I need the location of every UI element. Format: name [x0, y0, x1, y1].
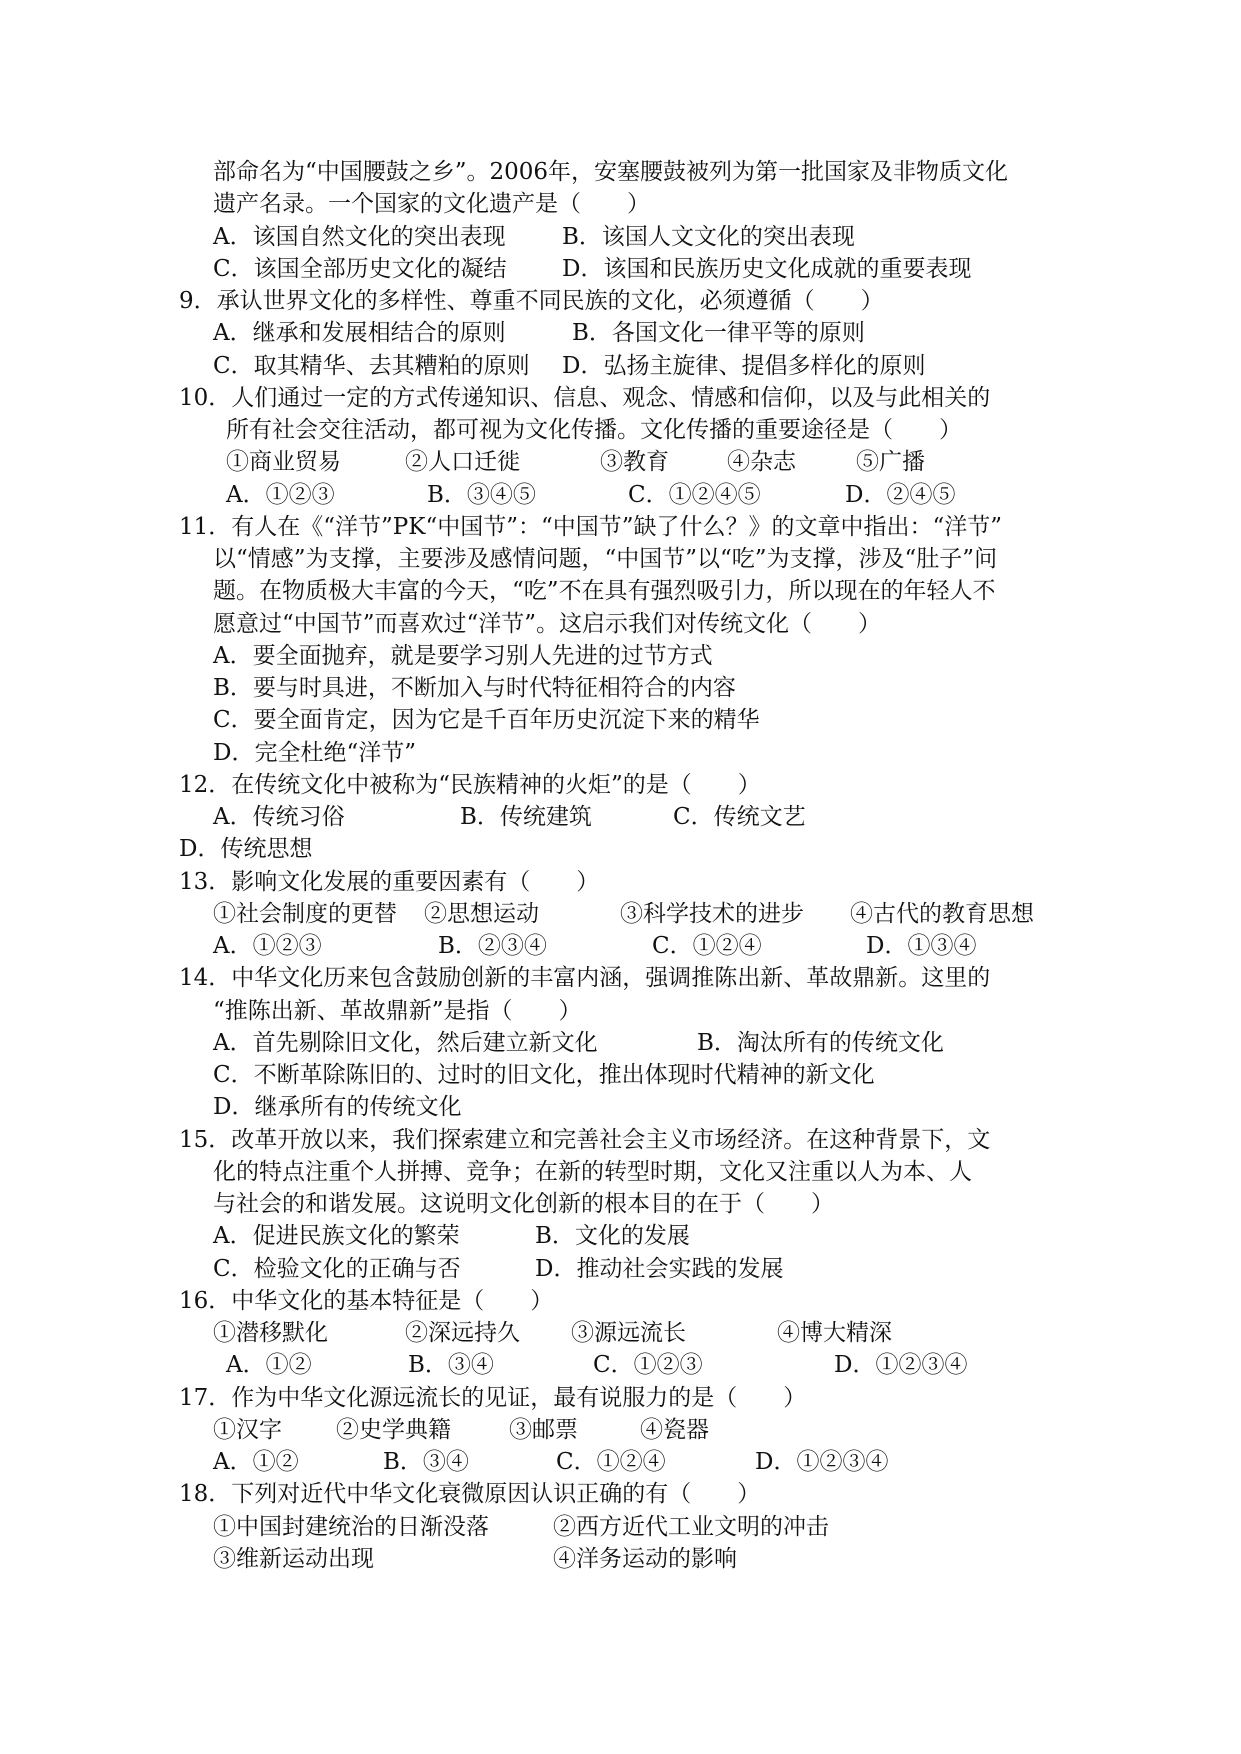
q16-option-d: D．①②③④ [834, 1352, 968, 1378]
q10-item-4: ④杂志 [727, 449, 796, 475]
q14-option-a: A．首先剔除旧文化，然后建立新文化 [213, 1030, 598, 1056]
q8-option-b: B．该国人文文化的突出表现 [562, 224, 855, 250]
q8-option-c: C．该国全部历史文化的凝结 [213, 256, 507, 282]
q10-option-d: D．②④⑤ [845, 482, 956, 508]
q12-stem: 12．在传统文化中被称为“民族精神的火炬”的是（ ） [179, 772, 761, 798]
q11-stem-line-4: 愿意过“中国节”而喜欢过“洋节”。这启示我们对传统文化（ ） [213, 611, 882, 637]
q14-stem-line-1: 14．中华文化历来包含鼓励创新的丰富内涵，强调推陈出新、革故鼎新。这里的 [179, 965, 991, 991]
q13-option-c: C．①②④ [652, 933, 762, 959]
q8-option-a: A．该国自然文化的突出表现 [213, 224, 506, 250]
q18-item-3: ③维新运动出现 [213, 1546, 374, 1572]
q10-option-c: C．①②④⑤ [628, 482, 761, 508]
q10-item-2: ②人口迁徙 [405, 449, 520, 475]
q12-option-d: D．传统思想 [179, 836, 313, 862]
q17-item-3: ③邮票 [509, 1417, 578, 1443]
q15-option-a: A．促进民族文化的繁荣 [213, 1223, 460, 1249]
q17-option-a: A．①② [213, 1449, 299, 1475]
q9-option-a: A．继承和发展相结合的原则 [213, 320, 506, 346]
q16-stem: 16．中华文化的基本特征是（ ） [179, 1288, 554, 1314]
q8-option-d: D．该国和民族历史文化成就的重要表现 [562, 256, 972, 282]
q10-stem-line-1: 10．人们通过一定的方式传递知识、信息、观念、情感和信仰，以及与此相关的 [179, 385, 991, 411]
q9-option-c: C．取其精华、去其糟粕的原则 [213, 353, 530, 379]
q15-option-c: C．检验文化的正确与否 [213, 1256, 461, 1282]
q14-stem-line-2: “推陈出新、革故鼎新”是指（ ） [213, 998, 582, 1024]
q16-item-3: ③源远流长 [571, 1320, 686, 1346]
q15-stem-line-2: 化的特点注重个人拼搏、竞争；在新的转型时期，文化又注重以人为本、人 [213, 1159, 972, 1185]
q11-option-a: A．要全面抛弃，就是要学习别人先进的过节方式 [213, 643, 713, 669]
q18-item-2: ②西方近代工业文明的冲击 [553, 1514, 829, 1540]
q13-option-a: A．①②③ [213, 933, 322, 959]
q18-item-4: ④洋务运动的影响 [553, 1546, 737, 1572]
q14-option-d: D．继承所有的传统文化 [213, 1094, 462, 1120]
q17-option-d: D．①②③④ [755, 1449, 889, 1475]
q15-option-b: B．文化的发展 [535, 1223, 690, 1249]
q13-stem: 13．影响文化发展的重要因素有（ ） [179, 869, 600, 895]
q13-item-4: ④古代的教育思想 [850, 901, 1034, 927]
q15-stem-line-1: 15．改革开放以来，我们探索建立和完善社会主义市场经济。在这种背景下，文 [179, 1127, 991, 1153]
q11-option-c: C．要全面肯定，因为它是千百年历史沉淀下来的精华 [213, 707, 760, 733]
q11-stem-line-2: 以“情感”为支撑，主要涉及感情问题，“中国节”以“吃”为支撑，涉及“肚子”问 [213, 546, 998, 572]
q13-option-d: D．①③④ [866, 933, 977, 959]
q10-item-1: ①商业贸易 [226, 449, 341, 475]
q18-item-1: ①中国封建统治的日渐没落 [213, 1514, 489, 1540]
q16-option-a: A．①② [226, 1352, 312, 1378]
q10-option-b: B．③④⑤ [427, 482, 536, 508]
q16-option-b: B．③④ [408, 1352, 494, 1378]
q16-item-1: ①潜移默化 [213, 1320, 328, 1346]
q9-option-b: B．各国文化一律平等的原则 [572, 320, 865, 346]
q11-stem-line-3: 题。在物质极大丰富的今天，“吃”不在具有强烈吸引力，所以现在的年轻人不 [213, 578, 996, 604]
q17-option-b: B．③④ [383, 1449, 469, 1475]
q13-option-b: B．②③④ [438, 933, 547, 959]
q10-stem-line-2: 所有社会交往活动，都可视为文化传播。文化传播的重要途径是（ ） [226, 417, 962, 443]
q16-option-c: C．①②③ [593, 1352, 703, 1378]
q18-stem: 18．下列对近代中华文化衰微原因认识正确的有（ ） [179, 1481, 761, 1507]
q14-option-c: C．不断革除陈旧的、过时的旧文化，推出体现时代精神的新文化 [213, 1062, 875, 1088]
q10-option-a: A．①②③ [226, 482, 335, 508]
q17-item-4: ④瓷器 [640, 1417, 709, 1443]
q17-item-2: ②史学典籍 [336, 1417, 451, 1443]
q17-stem: 17．作为中华文化源远流长的见证，最有说服力的是（ ） [179, 1385, 807, 1411]
q17-item-1: ①汉字 [213, 1417, 282, 1443]
q15-stem-line-3: 与社会的和谐发展。这说明文化创新的根本目的在于（ ） [213, 1191, 834, 1217]
q9-stem: 9．承认世界文化的多样性、尊重不同民族的文化，必须遵循（ ） [179, 288, 884, 314]
q12-option-a: A．传统习俗 [213, 804, 345, 830]
q12-option-c: C．传统文艺 [673, 804, 806, 830]
q16-item-2: ②深远持久 [405, 1320, 520, 1346]
q13-item-3: ③科学技术的进步 [620, 901, 804, 927]
q16-item-4: ④博大精深 [777, 1320, 892, 1346]
q11-option-d: D．完全杜绝“洋节” [213, 740, 416, 766]
q11-option-b: B．要与时具进，不断加入与时代特征相符合的内容 [213, 675, 736, 701]
q12-option-b: B．传统建筑 [460, 804, 592, 830]
q10-item-5: ⑤广播 [856, 449, 925, 475]
q8-stem-line-2: 遗产名录。一个国家的文化遗产是（ ） [213, 191, 650, 217]
q8-stem-line-1: 部命名为“中国腰鼓之乡”。2006年，安塞腰鼓被列为第一批国家及非物质文化 [213, 159, 1009, 185]
q13-item-1: ①社会制度的更替 [213, 901, 397, 927]
q9-option-d: D．弘扬主旋律、提倡多样化的原则 [562, 353, 926, 379]
q15-option-d: D．推动社会实践的发展 [535, 1256, 784, 1282]
q11-stem-line-1: 11．有人在《“洋节”PK“中国节”：“中国节”缺了什么？》的文章中指出：“洋节” [179, 514, 1002, 540]
q14-option-b: B．淘汰所有的传统文化 [697, 1030, 944, 1056]
q17-option-c: C．①②④ [556, 1449, 666, 1475]
q13-item-2: ②思想运动 [424, 901, 539, 927]
q10-item-3: ③教育 [600, 449, 669, 475]
